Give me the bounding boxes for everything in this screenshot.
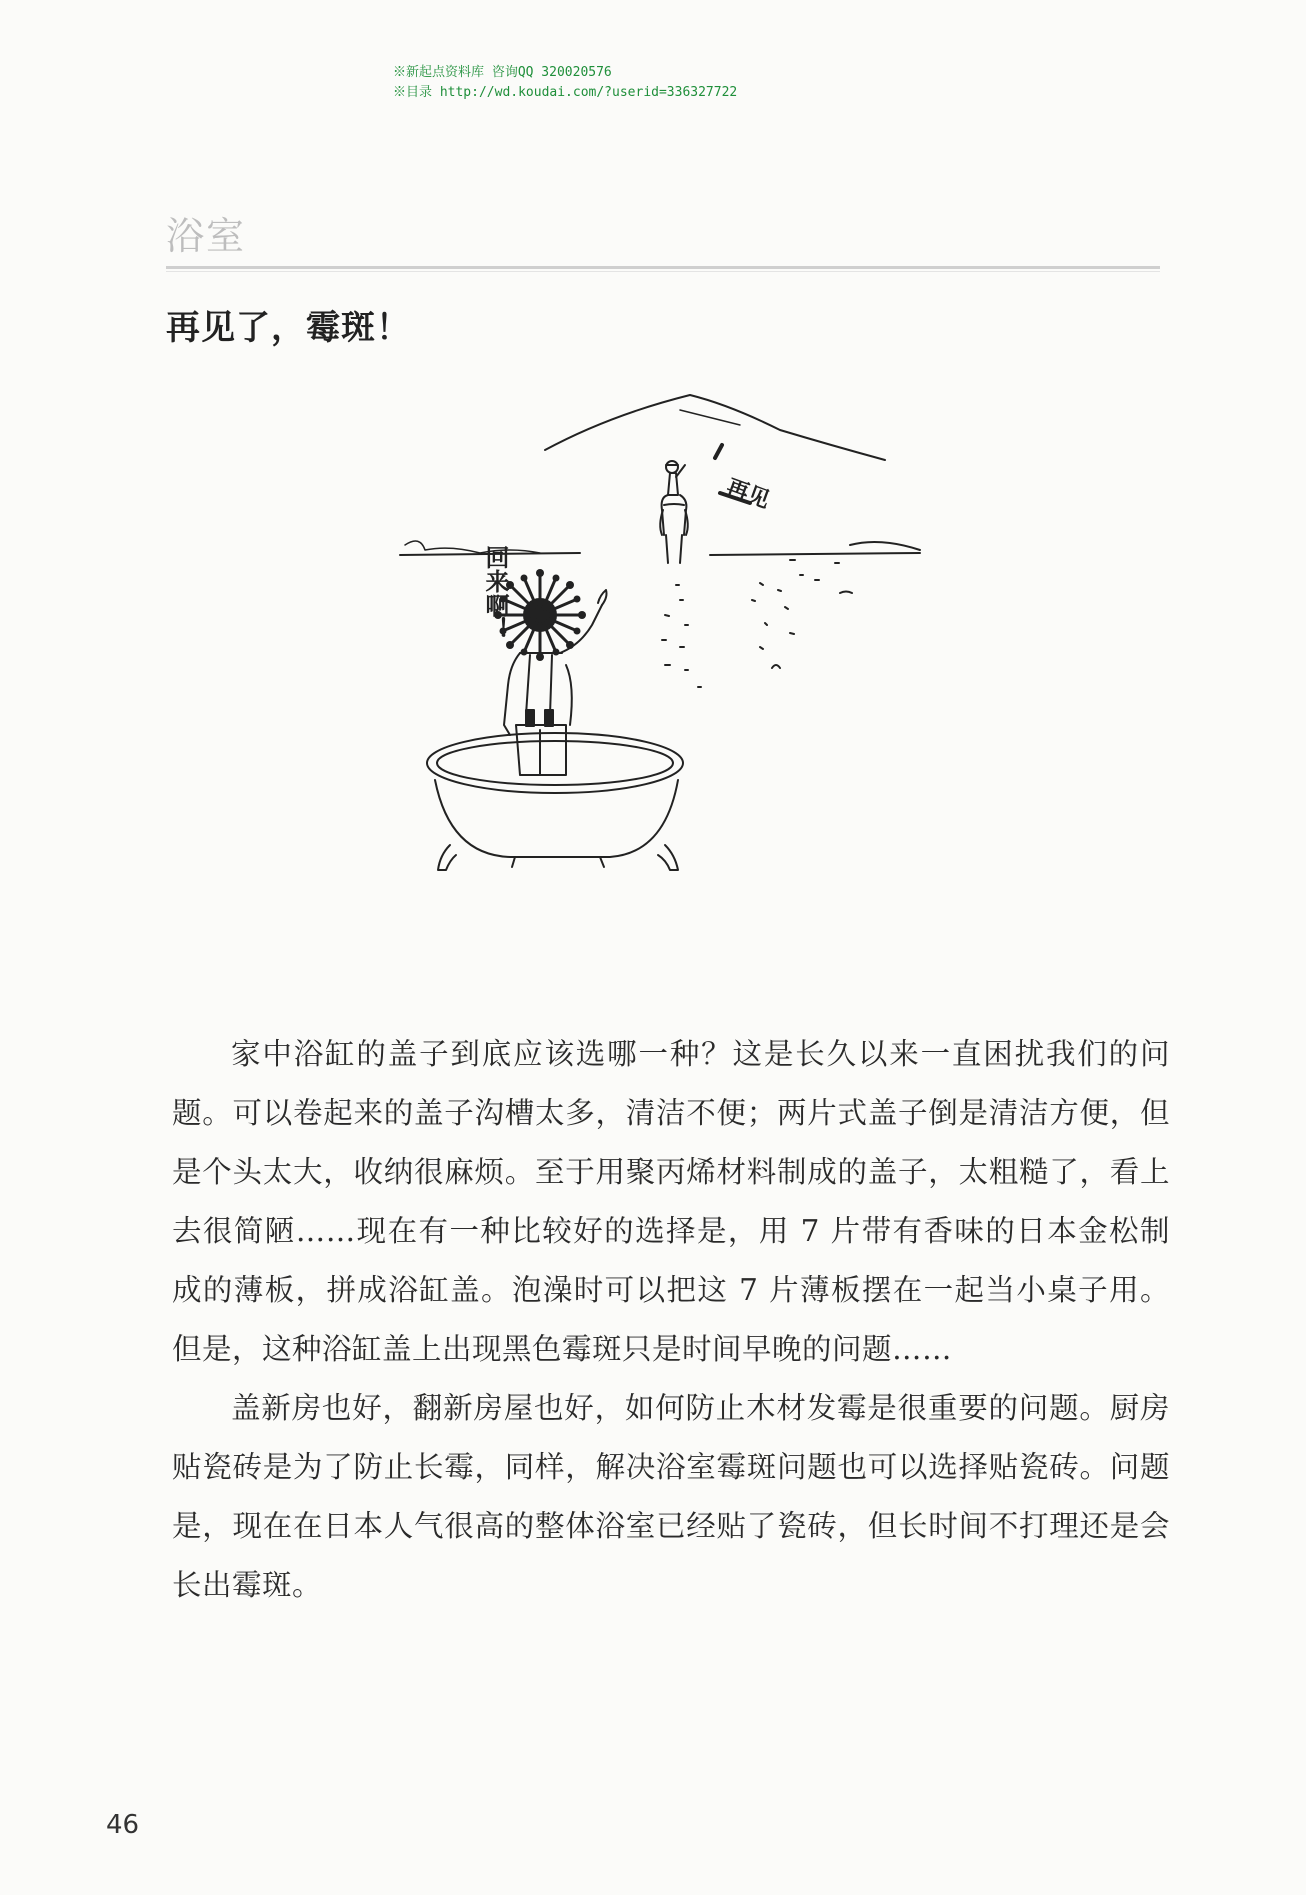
mountain [545,395,885,460]
watermark-line-1: ※新起点资料库 咨询QQ 320020576 [393,65,612,80]
bathtub-mold-illustration [380,385,960,965]
speech-come-back: 回来啊！ [481,545,509,641]
section-title: 浴室 [166,214,247,258]
footprints [662,560,852,687]
page-heading: 再见了，霉斑！ [166,308,411,348]
speech-goodbye: 再见 [722,475,773,514]
page-number: 46 [106,1810,140,1840]
paragraph-2: 盖新房也好，翻新房屋也好，如何防止木材发霉是很重要的问题。厨房贴瓷砖是为了防止长霉，同样，解决浴室霉斑问题也可以选择贴瓷砖。问题是，现在在日本人气很高的整体浴室已经贴了瓷砖，但长时间不打理还是会长出霉斑。 [172,1391,1170,1602]
body-text [172,1025,1170,1615]
watermark-line-2: ※目录 http://wd.koudai.com/?userid=336327722 [393,85,738,100]
watermark [393,63,737,103]
paragraph-1: 家中浴缸的盖子到底应该选哪一种？这是长久以来一直困扰我们的问题。可以卷起来的盖子沟槽太多，清洁不便；两片式盖子倒是清洁方便，但是个头太大，收纳很麻烦。至于用聚丙烯材料制成的盖子，太粗糙了，看上去很简陋……现在有一种比较好的选择是，用 7 片带有香味的日本金松制成的薄板，拼成浴缸盖。泡澡时可以把这 7 片薄板摆在一起当小桌子用。但是，这种浴缸盖上出现黑色霉斑只是时间早晚的问题…… [172,1037,1170,1366]
horizon-line [400,553,920,555]
section-divider [166,266,1160,269]
bathtub [427,733,683,870]
rider-on-horse [660,461,688,563]
section-divider-thin [166,271,1160,272]
